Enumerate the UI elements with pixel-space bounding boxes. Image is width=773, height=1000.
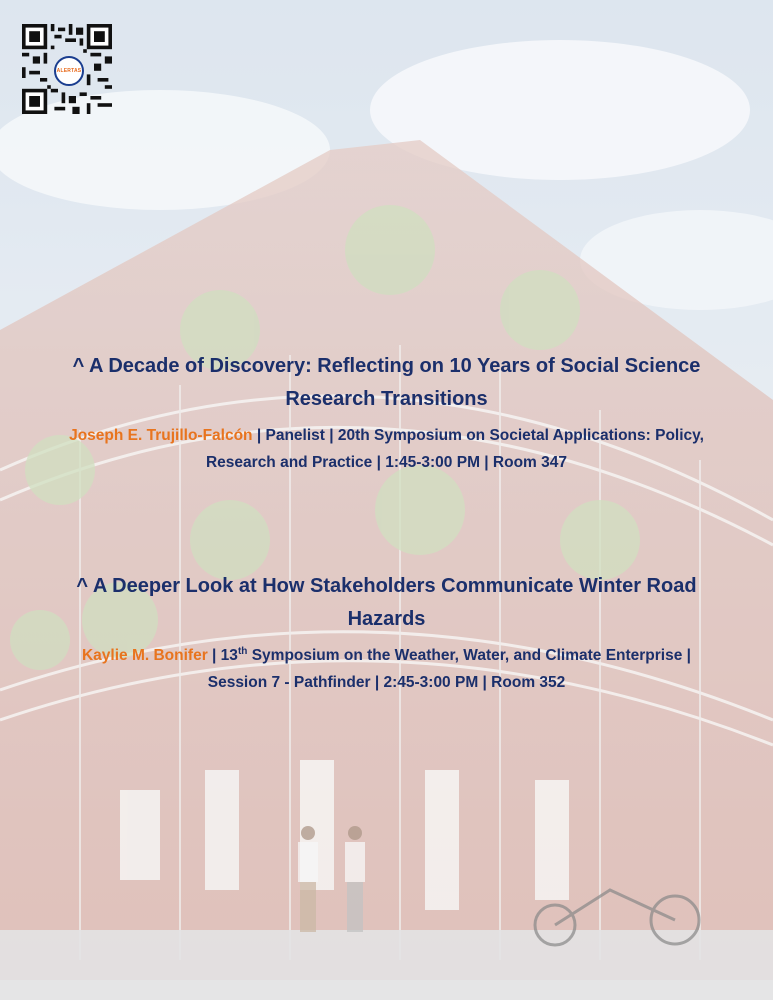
presenter-name: Kaylie M. Bonifer (81, 647, 208, 664)
event-details (60, 642, 713, 696)
event-block-1 (60, 350, 713, 476)
presenter-name: Joseph E. Trujillo-Falcón (69, 427, 253, 444)
qr-logo-text: ALERTAS (56, 68, 82, 74)
event-details (60, 422, 713, 476)
qr-code[interactable] (22, 24, 112, 114)
event-info-pre: | 13 (207, 647, 238, 664)
event-title: ^ A Deeper Look at How Stakeholders Communicate Winter Road Hazards (76, 575, 697, 630)
ordinal-suffix: th (237, 645, 248, 657)
event-title: ^ A Decade of Discovery: Reflecting on 10 Years of Social Science Research Transitions (72, 355, 701, 410)
event-info: | Panelist | 20th Symposium on Societal Applications: Policy, Research and Practice | 1:45-3:00 PM | Room 347 (205, 427, 704, 471)
event-info-post: Symposium on the Weather, Water, and Climate Enterprise | Session 7 - Pathfinder | 2:45-3:00 PM | Room 352 (207, 647, 692, 691)
qr-logo-badge (54, 56, 84, 86)
event-block-2 (60, 570, 713, 696)
